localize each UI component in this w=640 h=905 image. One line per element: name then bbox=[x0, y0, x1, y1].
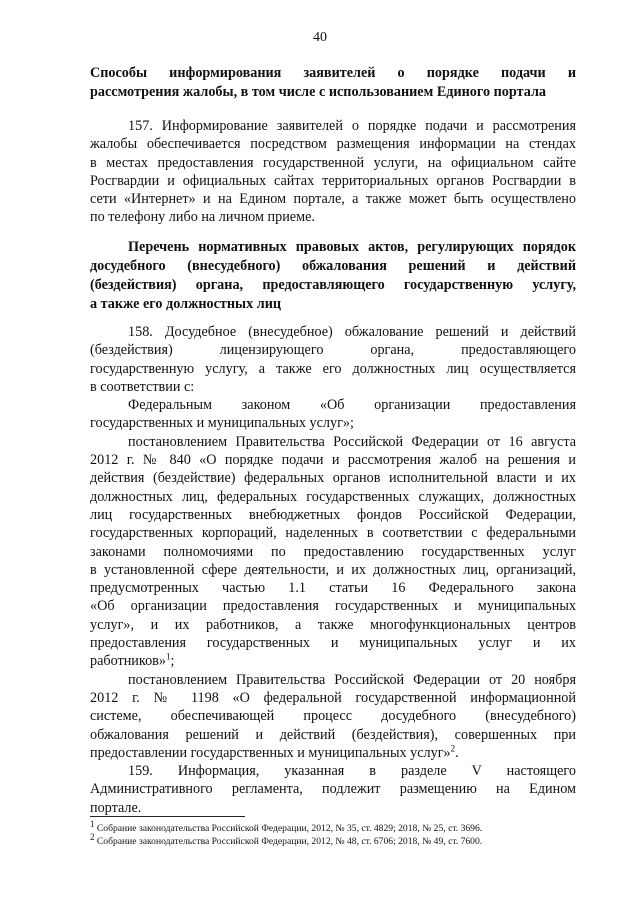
text-line: предусмотренных частью 1.1 статьи 16 Федерального закона bbox=[90, 580, 576, 597]
text-line: в установленной сфере деятельности, и их должностных лиц, организаций, bbox=[90, 561, 576, 578]
text-fragment: ; bbox=[170, 653, 175, 670]
paragraph-157 bbox=[90, 117, 576, 227]
text-fragment: . bbox=[455, 744, 459, 761]
text-line: (бездействия) лицензирующего органа, предоставляющего bbox=[90, 342, 576, 359]
footnote-mark: 2 bbox=[90, 831, 95, 842]
text-line: законами полномочиями по предоставлению государственных услуг bbox=[90, 543, 576, 560]
text-line: 157. Информирование заявителей о порядке подачи и рассмотрения bbox=[128, 118, 576, 134]
text-line bbox=[90, 744, 576, 762]
text-fragment: работников» bbox=[90, 653, 166, 670]
text-line bbox=[90, 652, 576, 670]
text-line: действия (бездействие) федеральных органов исполнительной власти и их bbox=[90, 470, 576, 487]
text-line: жалобы обеспечивается посредством размещения информации на стендах bbox=[90, 136, 576, 153]
text-line: услуг», и их работников, а также многофункциональных центров bbox=[90, 616, 576, 633]
footnote bbox=[90, 831, 576, 848]
section-heading-legal-acts bbox=[90, 238, 576, 314]
heading-line: Перечень нормативных правовых актов, регулирующих порядок bbox=[128, 239, 576, 255]
text-line: государственных корпораций, наделенных в соответствии с федеральными bbox=[90, 525, 576, 542]
text-line: Административного регламента, подлежит размещению на Едином bbox=[90, 781, 576, 798]
text-line: по телефону либо на личном приеме. bbox=[90, 209, 315, 226]
text-line: постановлением Правительства Российской Федерации от 16 августа bbox=[128, 433, 576, 450]
footnote-text: Собрание законодательства Российской Федерации, 2012, № 48, ст. 6706; 2018, № 49, ст. 7600. bbox=[96, 836, 483, 847]
text-line: 2012 г. № 1198 «О федеральной государственной информационной bbox=[90, 689, 576, 706]
text-line: государственную услугу, а также его должностных лиц осуществляется bbox=[90, 360, 576, 377]
footnotes bbox=[90, 818, 576, 848]
text-line: обжалования решений и действий (бездействия), совершенных при bbox=[90, 726, 576, 743]
heading-line: Способы информирования заявителей о порядке подачи и bbox=[90, 65, 576, 81]
text-fragment: предоставлении государственных и муниципальных услуг» bbox=[90, 744, 451, 761]
footnote-reference: 2 bbox=[450, 743, 456, 754]
text-line: предоставления государственных и муниципальных услуг и их bbox=[90, 635, 576, 652]
page-number: 40 bbox=[313, 30, 327, 45]
paragraph-158 bbox=[90, 323, 576, 817]
text-line: сети «Интернет» и на Едином портале, а также может быть осуществлено bbox=[90, 191, 576, 208]
footnote-text: Собрание законодательства Российской Федерации, 2012, № 35, ст. 4829; 2018, № 25, ст. 3696. bbox=[96, 823, 483, 834]
text-line: государственных и муниципальных услуг»; bbox=[90, 415, 354, 432]
text-line: постановлением Правительства Российской Федерации от 20 ноября bbox=[128, 671, 576, 688]
text-line: лиц государственных внебюджетных фондов Российской Федерации, bbox=[90, 506, 576, 523]
text-line: системе, обеспечивающей процесс досудебного (внесудебного) bbox=[90, 708, 576, 725]
text-line: Федеральным законом «Об организации предоставления bbox=[128, 397, 576, 414]
heading-line: рассмотрения жалобы, в том числе с использованием Единого портала bbox=[90, 84, 547, 100]
text-line: 2012 г. № 840 «О порядке подачи и рассмотрения жалоб на решения и bbox=[90, 452, 576, 469]
text-line: в соответствии с: bbox=[90, 378, 195, 395]
text-line: «Об организации предоставления государственных и муниципальных bbox=[90, 598, 576, 615]
footnote-reference: 1 bbox=[165, 652, 171, 662]
text-line: в местах предоставления государственной услуги, на официальном сайте bbox=[90, 154, 576, 171]
heading-line: досудебного (внесудебного) обжалования решений и действий bbox=[90, 258, 576, 274]
text-line: портале. bbox=[90, 799, 142, 816]
text-line: 158. Досудебное (внесудебное) обжалование решений и действий bbox=[128, 324, 576, 340]
section-heading-informing bbox=[90, 64, 576, 102]
footnote-divider bbox=[90, 816, 245, 817]
heading-line: (бездействия) органа, предоставляющего государственную услугу, bbox=[90, 277, 576, 293]
footnote bbox=[90, 818, 576, 835]
footnote-mark: 1 bbox=[90, 818, 95, 829]
text-line: должностных лиц, федеральных государственных служащих, должностных bbox=[90, 488, 576, 505]
text-line: 159. Информация, указанная в разделе V настоящего bbox=[128, 763, 576, 780]
text-line: Росгвардии и официальных сайтах территориальных органов Росгвардии в bbox=[90, 172, 576, 189]
heading-line: а также его должностных лиц bbox=[90, 296, 282, 312]
